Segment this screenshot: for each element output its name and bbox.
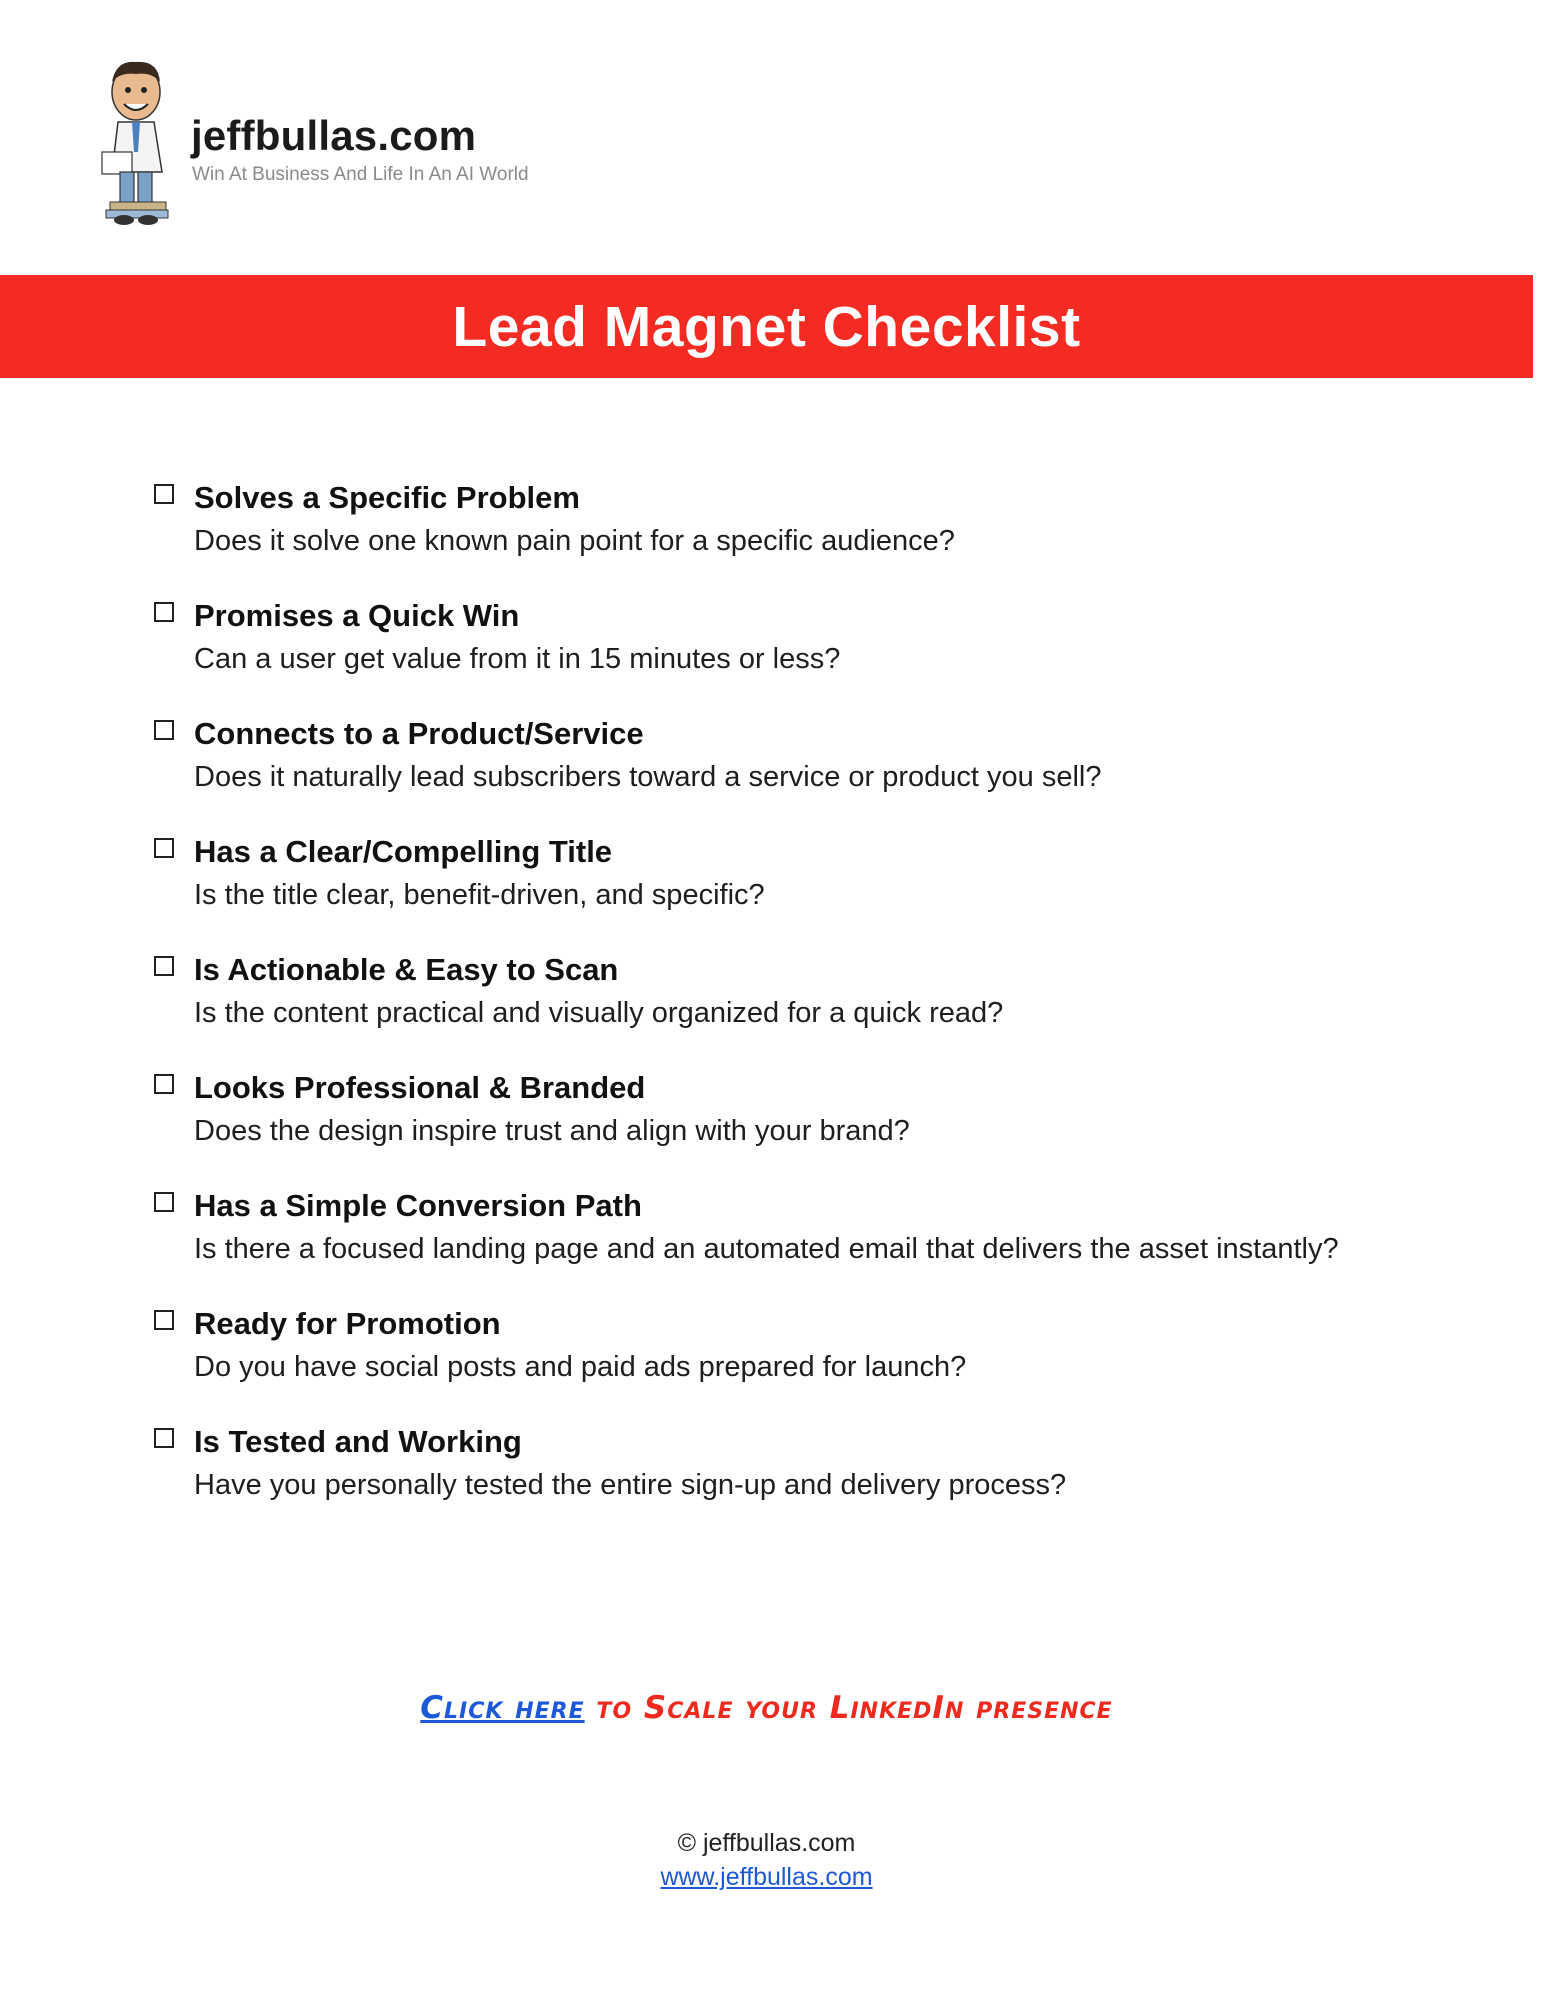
- checkbox[interactable]: [154, 956, 174, 976]
- checklist-item-title: Connects to a Product/Service: [194, 716, 644, 751]
- checklist-item-title: Promises a Quick Win: [194, 598, 520, 633]
- checklist-item-title: Is Tested and Working: [194, 1424, 522, 1459]
- checklist-item: [150, 1302, 1410, 1389]
- checkbox[interactable]: [154, 1074, 174, 1094]
- checklist: [150, 476, 1410, 1538]
- checklist-item-title: Has a Clear/Compelling Title: [194, 834, 613, 869]
- checklist-item: [150, 594, 1410, 681]
- checkbox[interactable]: [154, 1310, 174, 1330]
- checklist-item: [150, 1420, 1410, 1507]
- avatar: [92, 52, 182, 232]
- checklist-item-description: Does it naturally lead subscribers toward a service or product you sell?: [194, 761, 1102, 793]
- checklist-item-description: Is there a focused landing page and an automated email that delivers the asset instantly?: [194, 1233, 1339, 1265]
- checklist-item-title: Ready for Promotion: [194, 1306, 501, 1341]
- checkbox[interactable]: [154, 1428, 174, 1448]
- checklist-item-title: Has a Simple Conversion Path: [194, 1188, 642, 1223]
- checklist-item: [150, 712, 1410, 799]
- header: [92, 52, 692, 242]
- footer: [0, 1826, 1533, 1894]
- cta-link[interactable]: Click here: [420, 1690, 585, 1726]
- checkbox[interactable]: [154, 602, 174, 622]
- footer-copyright: © jeffbullas.com: [677, 1829, 856, 1857]
- checklist-item: [150, 948, 1410, 1035]
- checklist-item-title: Is Actionable & Easy to Scan: [194, 952, 619, 987]
- checklist-item: [150, 476, 1410, 563]
- brand-name: jeffbullas.com: [191, 112, 477, 159]
- checklist-item-title: Looks Professional & Branded: [194, 1070, 646, 1105]
- checklist-item-description: Is the content practical and visually organized for a quick read?: [194, 997, 1004, 1029]
- checkbox[interactable]: [154, 720, 174, 740]
- checklist-item-description: Can a user get value from it in 15 minutes or less?: [194, 643, 841, 675]
- cta-line: [0, 1690, 1533, 1726]
- checklist-item-description: Do you have social posts and paid ads prepared for launch?: [194, 1351, 967, 1383]
- title-band: [0, 275, 1533, 378]
- checkbox[interactable]: [154, 1192, 174, 1212]
- checklist-item-description: Have you personally tested the entire sign-up and delivery process?: [194, 1469, 1067, 1501]
- checklist-item: [150, 1184, 1410, 1271]
- checkbox[interactable]: [154, 484, 174, 504]
- brand-tagline: Win At Business And Life In An AI World: [192, 164, 529, 185]
- page-title: Lead Magnet Checklist: [452, 294, 1081, 359]
- checklist-item-description: Does the design inspire trust and align with your brand?: [194, 1115, 910, 1147]
- checklist-item-title: Solves a Specific Problem: [194, 480, 580, 515]
- checklist-item-description: Does it solve one known pain point for a specific audience?: [194, 525, 955, 557]
- checklist-item: [150, 1066, 1410, 1153]
- checkbox[interactable]: [154, 838, 174, 858]
- checklist-item-description: Is the title clear, benefit-driven, and specific?: [194, 879, 765, 911]
- cta-text: to Scale your LinkedIn presence: [584, 1690, 1113, 1726]
- checklist-item: [150, 830, 1410, 917]
- footer-url-link[interactable]: www.jeffbullas.com: [660, 1863, 873, 1891]
